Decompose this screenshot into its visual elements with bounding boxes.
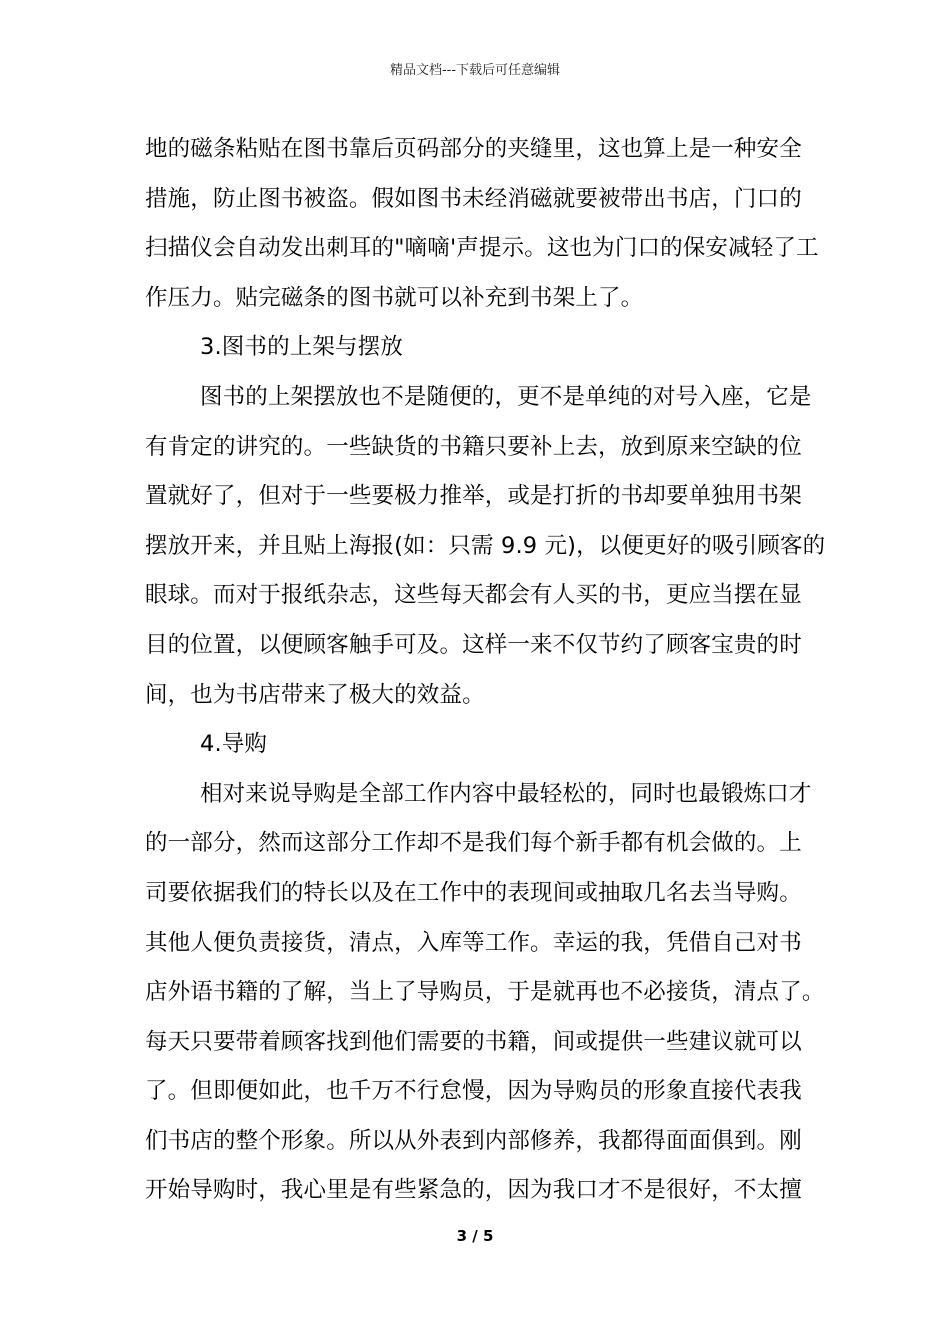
body-line: 眼球。而对于报纸杂志，这些每天都会有人买的书，更应当摆在显 (145, 582, 802, 609)
document-body (145, 125, 825, 1216)
body-line: 每天只要带着顾客找到他们需要的书籍，间或提供一些建议就可以 (145, 1028, 802, 1055)
body-line: 的一部分，然而这部分工作却不是我们每个新手都有机会做的。上 (145, 830, 802, 857)
body-line: 置就好了，但对于一些要极力推举，或是打折的书却要单独用书架 (145, 483, 802, 510)
body-line: 目的位置，以便顾客触手可及。这样一来不仅节约了顾客宝贵的时 (145, 631, 802, 658)
paragraph-start: 相对来说导购是全部工作内容中最轻松的，同时也最锻炼口才 (200, 780, 812, 807)
section-heading-3: 3.图书的上架与摆放 (200, 334, 403, 361)
body-line: 店外语书籍的了解，当上了导购员，于是就再也不必接货，清点了。 (145, 979, 825, 1006)
page-header: 精品文档---下载后可任意编辑 (389, 63, 561, 78)
body-line: 间，也为书店带来了极大的效益。 (145, 681, 485, 708)
body-line: 有肯定的讲究的。一些缺货的书籍只要补上去，放到原来空缺的位 (145, 433, 802, 460)
body-line: 措施，防止图书被盗。假如图书未经消磁就要被带出书店，门口的 (145, 185, 802, 212)
body-line: 司要依据我们的特长以及在工作中的表现间或抽取几名去当导购。 (145, 879, 802, 906)
body-line: 了。但即便如此，也千万不行怠慢，因为导购员的形象直接代表我 (145, 1078, 802, 1105)
body-line: 地的磁条粘贴在图书靠后页码部分的夹缝里，这也算上是一种安全 (145, 136, 802, 162)
body-line: 扫描仪会自动发出刺耳的"嘀嘀'声提示。这也为门口的保安减轻了工 (145, 235, 819, 262)
body-line: 开始导购时，我心里是有些紧急的，因为我口才不是很好，不太擅 (145, 1177, 802, 1204)
body-line: 摆放开来，并且贴上海报(如：只需 9.9 元)，以便更好的吸引顾客的 (145, 532, 826, 559)
paragraph-start: 图书的上架摆放也不是随便的，更不是单纯的对号入座，它是 (200, 383, 812, 410)
section-heading-4: 4.导购 (200, 731, 268, 758)
body-line: 作压力。贴完磁条的图书就可以补充到书架上了。 (145, 284, 644, 311)
body-line: 们书店的整个形象。所以从外表到内部修养，我都得面面俱到。刚 (145, 1127, 802, 1154)
body-line: 其他人便负责接货，清点，入库等工作。幸运的我，凭借自己对书 (145, 929, 802, 956)
page-number: 3 / 5 (456, 1227, 494, 1245)
